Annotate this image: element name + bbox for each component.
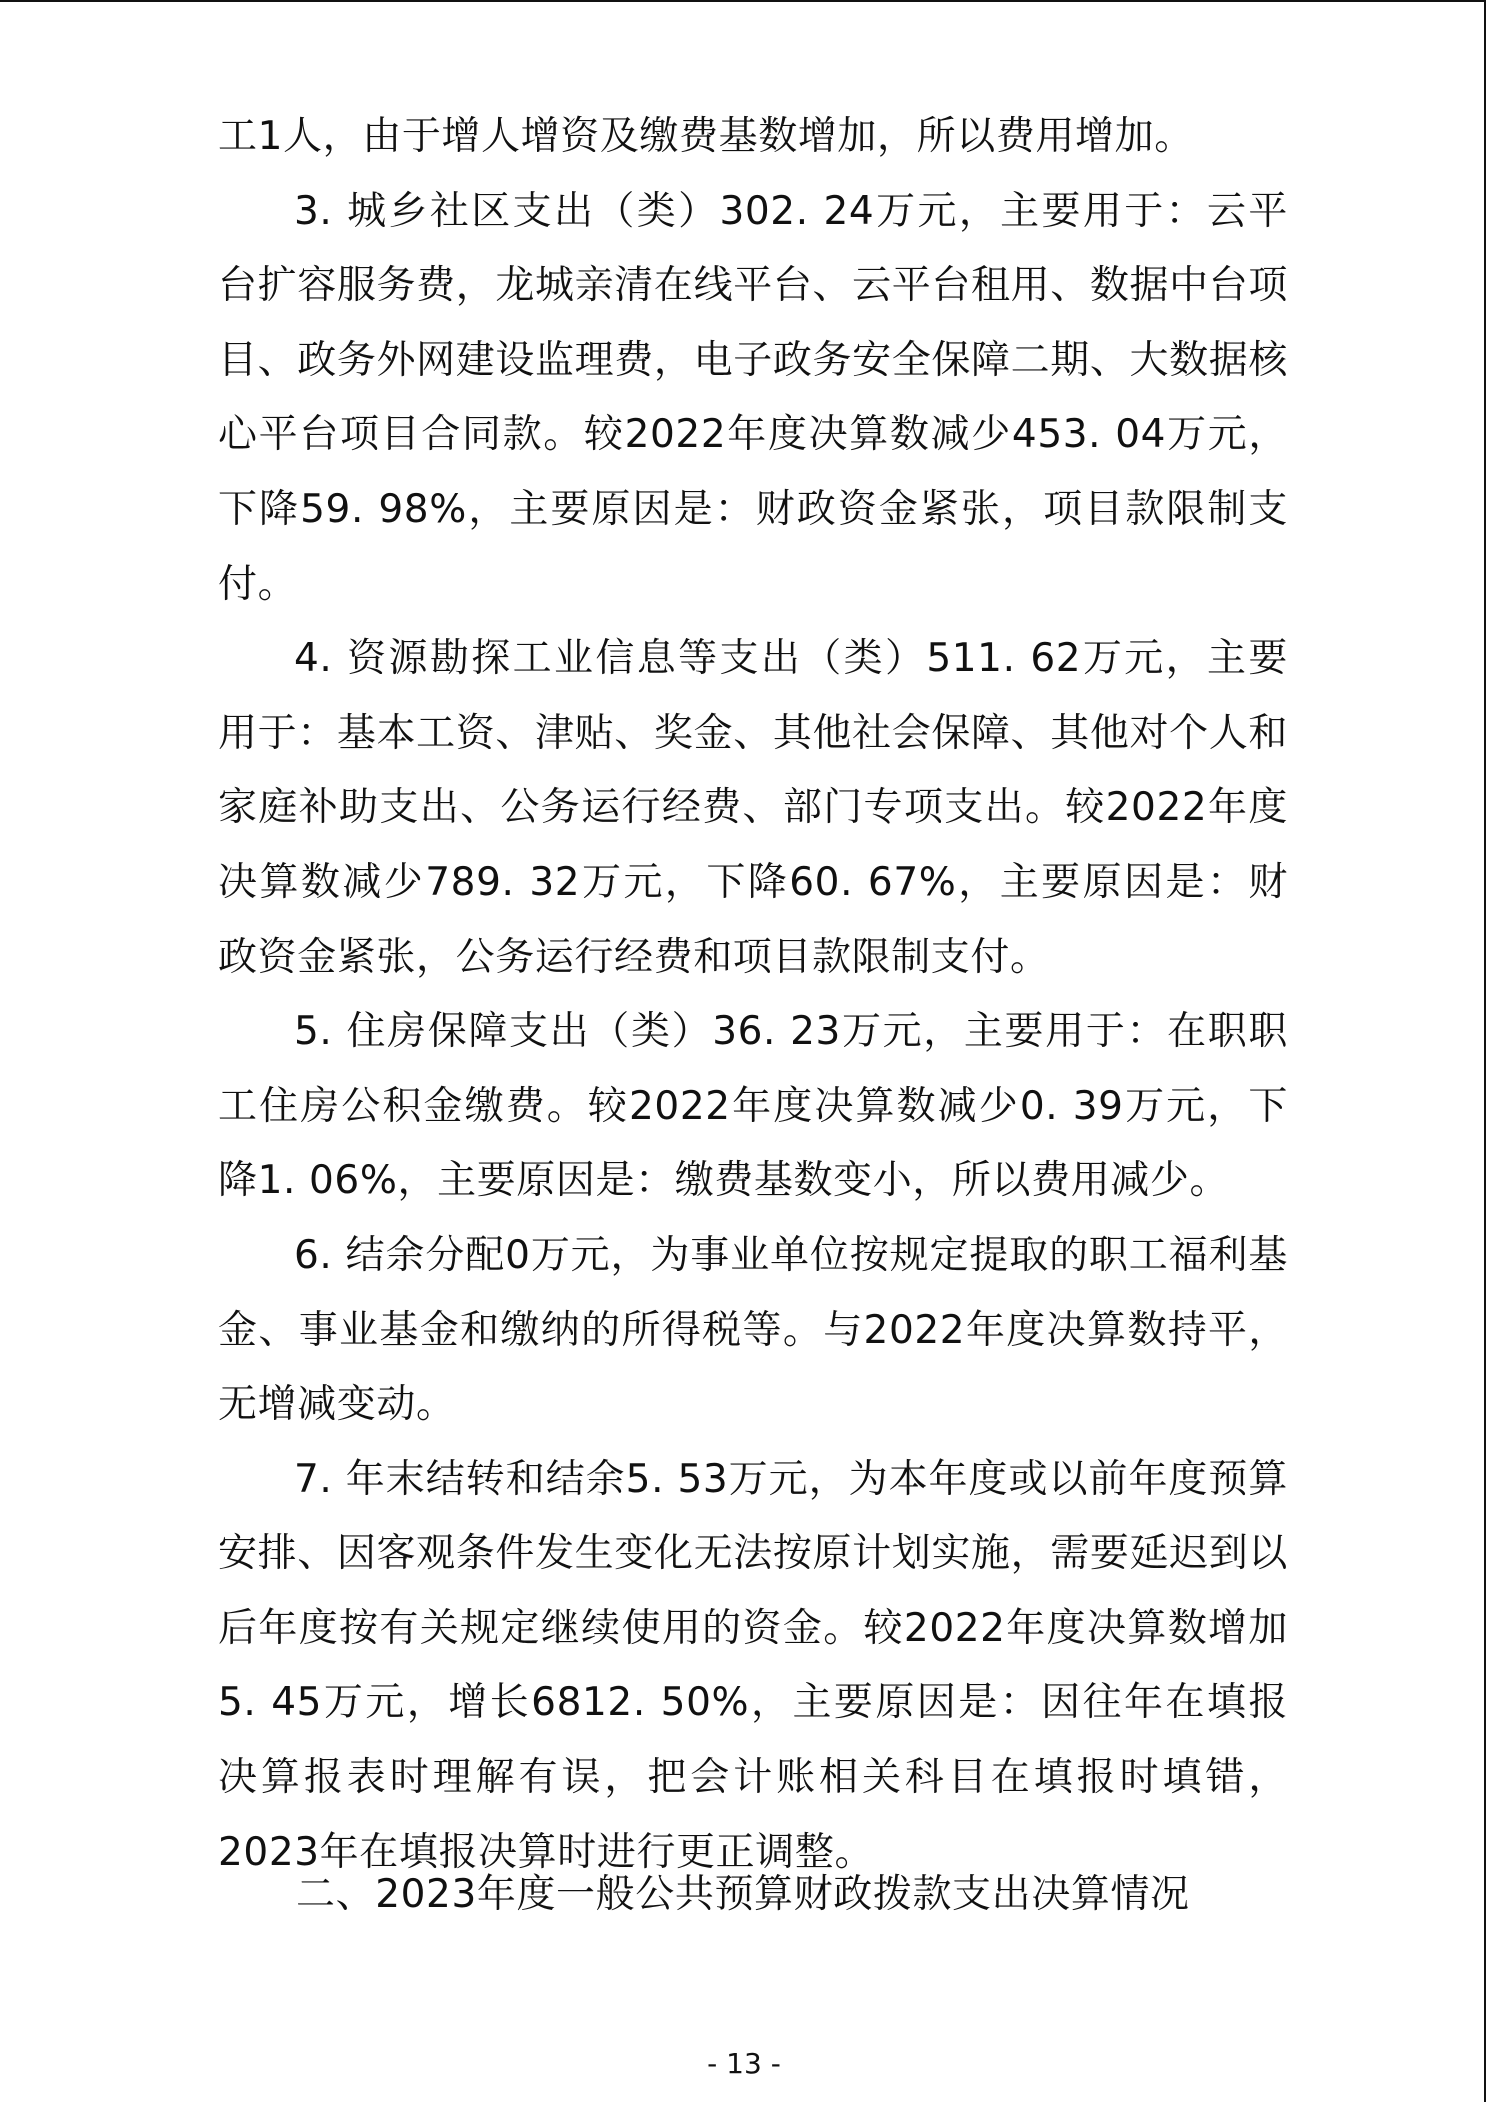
paragraph-year-end-balance: 7. 年末结转和结余5. 53万元，为本年度或以前年度预算安排、因客观条件发生变化无法按原计划实施，需要延迟到以后年度按有关规定继续使用的资金。较2022年度决算数增加5. 45万元，增长6812. 50%，主要原因是：因往年在填报决算报表时理解有误，把会计账相关科目在填报时填错，2023年在填报决算时进行更正调整。	[218, 1456, 1288, 1875]
paragraph-housing-security: 5. 住房保障支出（类）36. 23万元，主要用于：在职职工住房公积金缴费。较2022年度决算数减少0. 39万元，下降1. 06%，主要原因是：缴费基数变小，所以费用减少。	[218, 1009, 1288, 1204]
paragraph-surplus-distribution: 6. 结余分配0万元，为事业单位按规定提取的职工福利基金、事业基金和缴纳的所得税等。与2022年度决算数持平，无增减变动。	[218, 1232, 1288, 1428]
document-body	[218, 100, 1288, 1890]
paragraph-urban-rural-community: 3. 城乡社区支出（类）302. 24万元，主要用于：云平台扩容服务费，龙城亲清在线平台、云平台租用、数据中台项目、政务外网建设监理费，电子政务安全保障二期、大数据核心平台项目合同款。较2022年度决算数减少453. 04万元，下降59. 98%，主要原因是：财政资金紧张，项目款限制支付。	[218, 188, 1288, 607]
page-number: - 13 -	[707, 2047, 781, 2080]
paragraph-continuation: 工1人，由于增人增资及缴费基数增加，所以费用增加。	[218, 114, 1194, 159]
section-heading: 二、2023年度一般公共预算财政拨款支出决算情况	[296, 1872, 1190, 1917]
paragraph-resource-exploration: 4. 资源勘探工业信息等支出（类）511. 62万元，主要用于：基本工资、津贴、奖金、其他社会保障、其他对个人和家庭补助支出、公务运行经费、部门专项支出。较2022年度决算数减少789. 32万元，下降60. 67%，主要原因是：财政资金紧张，公务运行经费和项目款限制支付。	[218, 636, 1288, 980]
